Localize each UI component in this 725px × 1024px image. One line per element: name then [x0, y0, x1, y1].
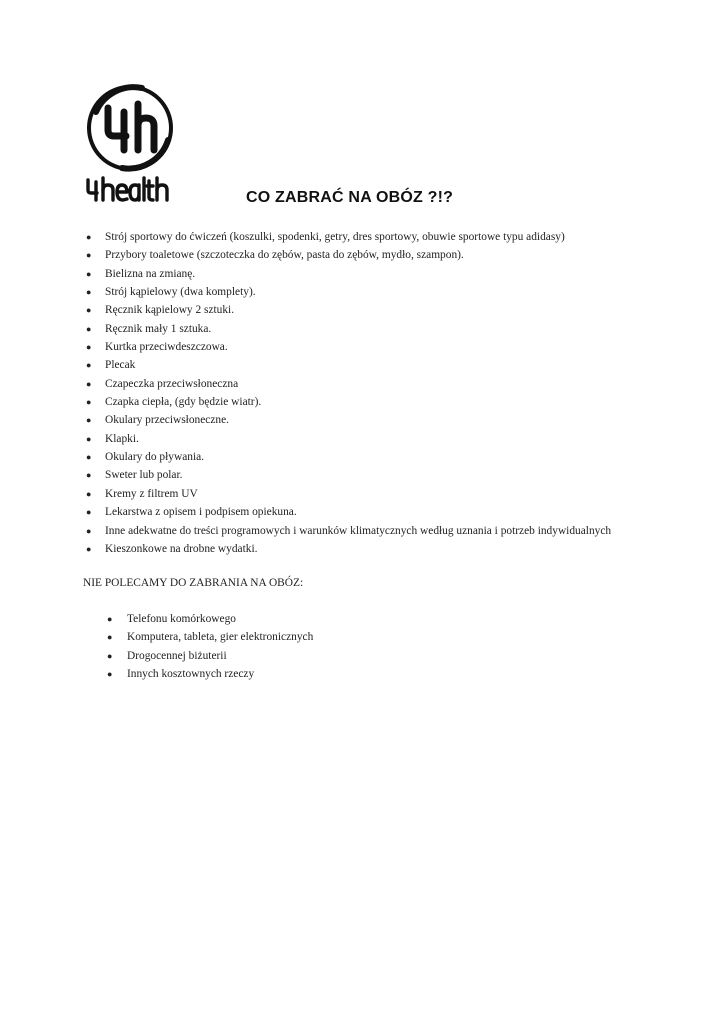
logo-wordmark	[88, 178, 167, 200]
bullet-icon: ●	[86, 323, 92, 334]
bullet-icon: ●	[86, 470, 92, 481]
page-title: CO ZABRAĆ NA OBÓZ ?!?	[246, 189, 454, 206]
not-recommended-heading: NIE POLECAMY DO ZABRANIA NA OBÓZ:	[83, 577, 304, 589]
bullet-icon: ●	[86, 250, 92, 261]
bullet-icon: ●	[86, 415, 92, 426]
bullet-icon: ●	[86, 507, 92, 518]
bullet-icon: ●	[86, 268, 92, 279]
bullet-icon: ●	[86, 397, 92, 408]
bullet-icon: ●	[86, 543, 92, 554]
bullet-icon: ●	[107, 650, 113, 661]
bullet-icon: ●	[86, 360, 92, 371]
bullet-icon: ●	[86, 378, 92, 389]
bullet-icon: ●	[86, 305, 92, 316]
bullet-icon: ●	[86, 525, 92, 536]
bullet-icon: ●	[86, 433, 92, 444]
bullet-icon: ●	[86, 342, 92, 353]
4health-logo	[82, 82, 182, 206]
bullet-icon: ●	[86, 232, 92, 242]
logo-graphic	[82, 82, 182, 206]
logo-monogram	[108, 104, 154, 150]
bullet-icon: ●	[86, 452, 92, 463]
bullet-icon: ●	[86, 287, 92, 298]
bullet-icon: ●	[107, 614, 113, 624]
bullet-icon: ●	[107, 632, 113, 643]
bullet-icon: ●	[86, 488, 92, 499]
bullet-icon: ●	[107, 669, 113, 680]
